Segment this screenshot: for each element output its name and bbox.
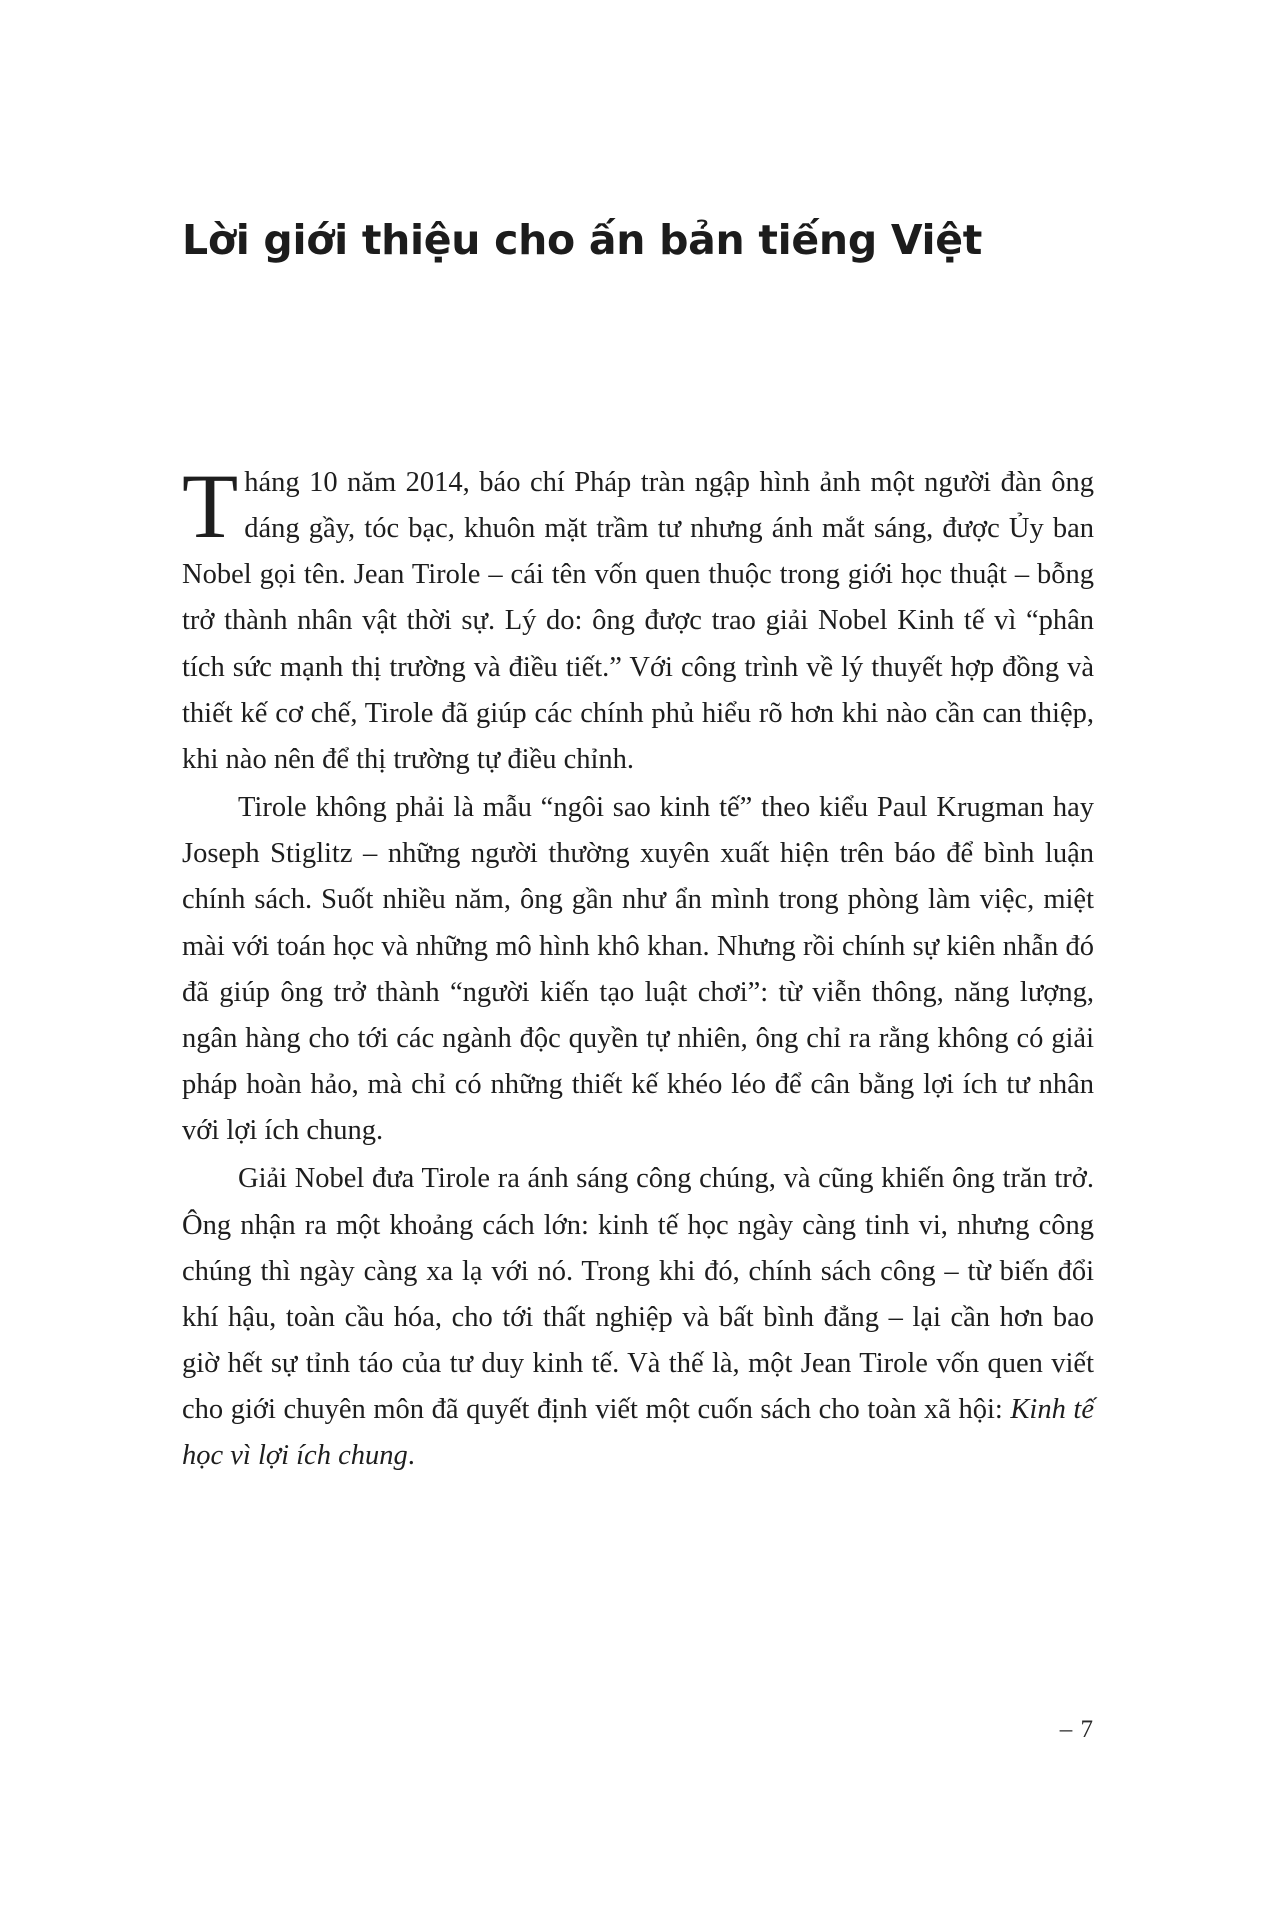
paragraph-1-text: háng 10 năm 2014, báo chí Pháp tràn ngập hình ảnh một người đàn ông dáng gầy, tóc bạc, khuôn mặt trầm tư nhưng ánh mắt sáng, được Ủy ban Nobel gọi tên. Jean Tirole – cái tên vốn quen thuộc trong giới học thuật – bỗng trở thành nhân vật thời sự. Lý do: ông được trao giải Nobel Kinh tế vì “phân tích sức mạnh thị trường và điều tiết.” Với công trình về lý thuyết hợp đồng và thiết kế cơ chế, Tirole đã giúp các chính phủ hiểu rõ hơn khi nào cần can thiệp, khi nào nên để thị trường tự điều chỉnh. (182, 467, 1094, 775)
body-text-column (182, 455, 1094, 1479)
drop-cap: T (182, 455, 239, 557)
page-number: – 7 (1059, 1716, 1094, 1743)
paragraph-3-tail: . (407, 1440, 415, 1472)
paragraph-3-text: Giải Nobel đưa Tirole ra ánh sáng công chúng, và cũng khiến ông trăn trở. Ông nhận ra một khoảng cách lớn: kinh tế học ngày càng tinh vi, nhưng công chúng thì ngày càng xa lạ với nó. Trong khi đó, chính sách công – từ biến đổi khí hậu, toàn cầu hóa, cho tới thất nghiệp và bất bình đẳng – lại cần hơn bao giờ hết sự tỉnh táo của tư duy kinh tế. Và thế là, một Jean Tirole vốn quen viết cho giới chuyên môn đã quyết định viết một cuốn sách cho toàn xã hội: (182, 1163, 1094, 1426)
paragraph-1 (182, 455, 1094, 783)
paragraph-2 (182, 785, 1094, 1154)
paragraph-3 (182, 1156, 1094, 1479)
book-title-italic: Kinh tế học vì lợi ích chung (182, 1394, 1094, 1472)
page-title: Lời giới thiệu cho ấn bản tiếng Việt (182, 216, 983, 265)
paragraph-2-text: Tirole không phải là mẫu “ngôi sao kinh tế” theo kiểu Paul Krugman hay Joseph Stiglitz – những người thường xuyên xuất hiện trên báo để bình luận chính sách. Suốt nhiều năm, ông gần như ẩn mình trong phòng làm việc, miệt mài với toán học và những mô hình khô khan. Nhưng rồi chính sự kiên nhẫn đó đã giúp ông trở thành “người kiến tạo luật chơi”: từ viễn thông, năng lượng, ngân hàng cho tới các ngành độc quyền tự nhiên, ông chỉ ra rằng không có giải pháp hoàn hảo, mà chỉ có những thiết kế khéo léo để cân bằng lợi ích tư nhân với lợi ích chung. (182, 792, 1094, 1147)
